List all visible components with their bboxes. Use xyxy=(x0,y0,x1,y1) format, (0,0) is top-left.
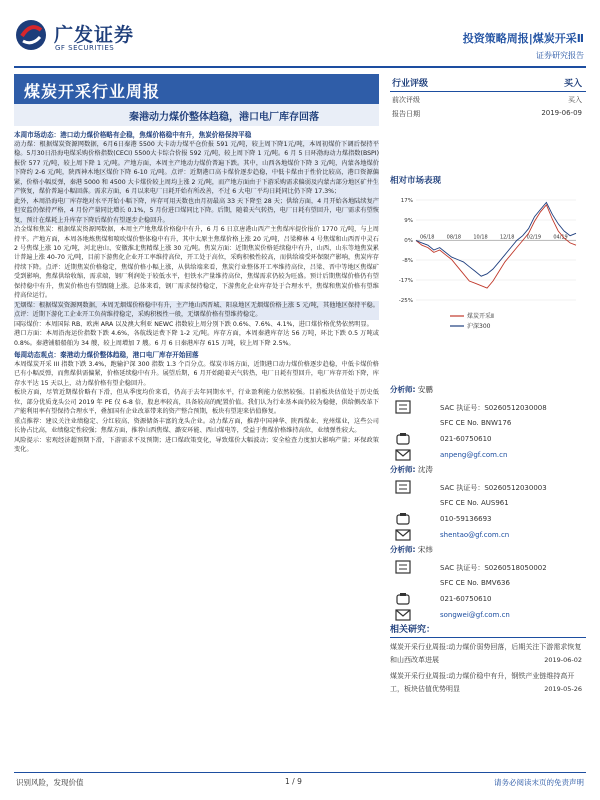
y-tick-label: -25% xyxy=(398,298,413,304)
report-date-value: 2019-06-09 xyxy=(541,109,582,117)
report-date-label: 报告日期 xyxy=(392,110,420,118)
mail-icon xyxy=(394,608,412,622)
paragraph-view-3: 重点推荐：建议关注业绩稳定、分红较高、资源储备丰富的龙头企业。动力煤方面，推荐中国神华、陕西煤业、兖州煤业，这些公司长协占比高，业绩稳定性较强；焦煤方面，推荐山西焦煤、潞安环能、西山煤电等，受益于焦煤价格维持高位，业绩弹性较大。 xyxy=(14,417,379,435)
report-type: 投资策略周报|煤炭开采Ⅱ xyxy=(462,32,584,45)
paragraph-intl: 国际煤价：本周国际 RB、欧洲 ARA 以及澳大利亚 NEWC 指数较上周分别下跌 0.6%、7.6%、4.1%，进口煤价格优势依然明显。 xyxy=(14,320,373,328)
analyst-email[interactable]: anpeng@gf.com.cn xyxy=(440,451,508,459)
analyst-name: 宋炜 xyxy=(417,545,433,554)
relative-performance-chart xyxy=(390,174,586,364)
analyst-name: 沈涛 xyxy=(417,465,433,474)
analyst-name: 安鹏 xyxy=(417,385,433,394)
rating-value: 买入 xyxy=(563,79,582,89)
analyst-sfc: SFC CE No. BMV636 xyxy=(440,579,510,587)
paragraph-coking-coal: 冶金煤和焦炭：根据煤炭资源网数据，本周主产地焦煤价格稳中有升，6 月 6 日京唐港山西产主焦煤库提价报价 1770 元/吨，与上周持平。产地方面，本周各地炼焦煤和喷吹煤价整体稳中有升，其中太原主焦煤价格上涨 20 元/吨，吕梁柳林 4 号焦煤和山西晋中灵石 2 号焦煤上涨 10 元/吨，河北唐山、安徽淮北焦精煤上涨 30 元/吨。焦炭方面：近期焦炭价格延续稳中有升，山西、山东等地焦炭累计普遍上涨 40-70 元/吨，目前下游焦化企业开工率维持高位，开工处于高位，采购积极性较高，而供给端受环保限产影响，焦炭库存持续下降。点评：近期焦炭价格稳定，焦煤价格小幅上涨，从供给端来看，焦炭行业整体开工率维持高位，吕梁、晋中等地区焦煤矿受到影响，焦煤供给收缩，需求端，钢厂利润处于较低水平，但铁水产量维持高位，焦煤需求仍较为旺盛。预计后期焦煤价格仍有望保持稳中有升，焦炭价格也有望跟随上涨。总体来看，钢厂需求保持稳定，下游焦化企业库存处于合理水平，焦煤和焦炭价格有望维持高位运行。 xyxy=(14,226,379,300)
x-tick-label: 06/18 xyxy=(420,234,435,241)
analyst-role: 分析师: xyxy=(390,465,416,474)
x-tick-label: 02/19 xyxy=(526,234,542,241)
gf-logo-icon xyxy=(14,18,48,52)
chart-title: 相对市场表现 xyxy=(390,176,442,186)
report-sub: 证券研究报告 xyxy=(536,51,584,60)
paragraph-thermal-coal-2: 此外，本周沿海电厂库存绝对水平开始小幅下降，库存可用天数也由月初最高 33 天下降至 28 天；供给方面，4 月开始各地陆续复产但安监仍保持严格，4 月份产量同比增长 0.1%，5 月份进口煤同比下降。后期，随着天气转热，电厂日耗有望回升，电厂需求有望恢复，预计在煤耗上升库存下降后煤价有望逐步企稳回升。 xyxy=(14,197,379,224)
logo-cn: 广发证券 xyxy=(54,24,135,46)
analyst-phone: 010-59136693 xyxy=(440,515,492,523)
related-item-text[interactable]: 煤炭开采行业周报:动力煤价稳中有升，钢铁产业链维持高开工，板块估值优势明显 xyxy=(390,672,575,693)
footer-rule xyxy=(14,772,586,773)
legend-label: 煤炭开采Ⅱ xyxy=(467,313,494,320)
analyst-sac: SAC 执证号：S0260518050002 xyxy=(440,564,547,572)
paragraph-risk: 风险提示：宏观经济超预期下滑，下游需求不及预期；进口煤政策变化，导致煤价大幅波动；安全检查力度加大影响产量；环保政策变化。 xyxy=(14,436,379,454)
paragraph-view-2: 板块方面，尽管近期煤价略有下滑，但从季度均价来看，仍高于去年同期水平，行业盈利能力依然较强。目前板块估值处于历史低位，部分优质龙头公司 2019 年 PE 仅 6-8 倍，股息率较高，具备较高的配置价值。我们认为行业基本面仍较为稳健，供给侧改革下产能利用率有望保持合理水平，叠加国有企业改革带来的资产整合预期，板块有望迎来估值修复。 xyxy=(14,389,379,416)
rating-label: 行业评级 xyxy=(392,79,429,89)
related-title: 相关研究： xyxy=(390,622,586,638)
related-research xyxy=(390,622,586,696)
logo-en: GF SECURITIES xyxy=(55,44,115,52)
analyst-phone: 021-60750610 xyxy=(440,435,492,443)
related-item-text[interactable]: 煤炭开采行业周报:动力煤价弱势回落，后期关注下游需求恢复和山西改革进展 xyxy=(390,643,582,664)
paragraph-anthracite: 无烟煤：根据煤炭资源网数据，本周无烟煤价格稳中有升，主产地山西晋城、阳泉地区无烟煤价格上涨 5 元/吨，其他地区保持平稳。点评：近期下游化工企业开工负荷维持稳定，采购积极性一般，无烟煤价格有望维持稳定。 xyxy=(14,301,379,319)
logo xyxy=(14,18,164,58)
analyst-sfc: SFC CE No. BNW176 xyxy=(440,419,512,427)
paragraph-view-1: 本周煤炭开采 III 指数下跌 3.4%，跑输沪深 300 指数 1.3 个百分点。煤炭市场方面，近期港口动力煤价格逐步趋稳，中低卡煤价格已有小幅反弹，而焦煤供需偏紧，价格延续稳中有升。展望后期，6 月开始随着天气转热，电厂日耗有望回升，电厂库存开始下降，库存水平达 15 天以上，动力煤价格有望企稳回升。 xyxy=(14,360,379,387)
page-header xyxy=(0,0,600,70)
prev-rating-label: 前次评级 xyxy=(392,96,420,104)
x-tick-label: 04/19 xyxy=(553,234,568,241)
related-item-date: 2019-05-26 xyxy=(544,685,582,693)
document-icon xyxy=(394,480,412,494)
report-date-row xyxy=(390,106,586,120)
document-icon xyxy=(394,400,412,414)
document-icon xyxy=(394,560,412,574)
footer-slogan: 识别风险，发现价值 xyxy=(16,778,84,787)
y-tick-label: -8% xyxy=(402,258,413,264)
phone-icon xyxy=(394,432,412,446)
analyst-email[interactable]: songwei@gf.com.cn xyxy=(440,611,510,619)
phone-icon xyxy=(394,512,412,526)
main-body xyxy=(14,128,379,768)
report-title: 煤炭开采行业周报 xyxy=(24,82,161,101)
y-tick-label: 0% xyxy=(404,238,413,244)
page-number: 1 / 9 xyxy=(285,777,302,786)
report-subtitle: 秦港动力煤价整体趋稳，港口电厂库存回落 xyxy=(129,112,319,123)
title-band xyxy=(14,74,379,104)
analyst-phone: 021-60750610 xyxy=(440,595,492,603)
series-line xyxy=(416,202,576,276)
analyst-sac: SAC 执证号：S0260512030003 xyxy=(440,484,547,492)
analyst-role: 分析师: xyxy=(390,545,416,554)
related-item[interactable] xyxy=(390,670,586,696)
related-item[interactable] xyxy=(390,641,586,667)
disclaimer-note: 请务必阅读末页的免责声明 xyxy=(494,778,584,787)
x-tick-label: 10/18 xyxy=(473,234,488,241)
y-tick-label: 9% xyxy=(404,218,413,224)
legend-label: 沪深300 xyxy=(467,323,491,330)
mail-icon xyxy=(394,448,412,462)
header-rule xyxy=(14,66,586,68)
mail-icon xyxy=(394,528,412,542)
y-tick-label: 17% xyxy=(400,198,413,204)
analyst-email[interactable]: shentao@gf.com.cn xyxy=(440,531,510,539)
series-line xyxy=(416,205,576,288)
phone-icon xyxy=(394,592,412,606)
sidebar xyxy=(390,74,586,774)
paragraph-ports: 港口方面：本周沿海运价指数下跌 4.6%，各航线运费下降 1-2 元/吨。库存方面，本周秦港库存达 56 万吨，环比下跌 0.5 万吨或 0.8%。秦港铺船船舶为 34 艘，较上周增加 7 艘。6 月 6 日秦港库存 615 万吨，较上周下降 2.5%。 xyxy=(14,330,379,347)
x-tick-label: 08/18 xyxy=(446,234,462,241)
prev-rating-row xyxy=(390,92,586,106)
related-item-date: 2019-06-02 xyxy=(544,656,582,664)
section-market-heading: 本周市场动态：港口动力煤价格略有企稳，焦煤价格稳中有升，焦炭价格保持平稳 xyxy=(14,131,252,139)
section-view-heading: 每周动态观点：秦港动力煤价整体趋稳，港口电厂库存开始回落 xyxy=(14,350,199,359)
prev-rating-value: 买入 xyxy=(568,96,582,104)
paragraph-thermal-coal: 动力煤：根据煤炭资源网数据，6月6日秦港 5500 大卡动力煤平仓价报 591 元/吨，较上周下降1元/吨，本周初煤价下调后保持平稳。5月30日沿海电煤采购价格指数(CECI) 5500大卡综合价报 592 元/吨，较上周下降 1 元/吨。6 月 5 日环渤海动力煤指数(BSPI)报价 577 元/吨，较上周下降 1 元/吨。产地方面，本周主产地动力煤价普遍下跌。其中，山西各地煤价下降 3 元/吨，内蒙各地煤价下降约 2-6 元/吨，陕西神木地区煤价下降 6-10 元/吨。点评：近期港口高卡煤价逐步趋稳，中低卡煤由于性价比较高，港口资源偏紧，价格小幅反弹，秦港 5000 和 4500 大卡煤价较上周均上涨 2 元/吨，而产地方面由于下游采购需求偏弱及内蒙古部分地区矿井生产恢复，煤价普遍小幅回落。需求方面，6 月以来电厂日耗开始有所改善，不过 6 大电厂平均日耗同比仍下降 17.3%； xyxy=(14,141,379,196)
analyst-role: 分析师: xyxy=(390,385,416,394)
subtitle-band xyxy=(14,104,379,126)
rating-header xyxy=(390,74,586,92)
analyst-sac: SAC 执证号：S0260512030008 xyxy=(440,404,547,412)
chart-svg xyxy=(390,192,586,362)
y-tick-label: -17% xyxy=(398,278,413,284)
x-tick-label: 12/18 xyxy=(500,234,515,241)
analyst-sfc: SFC CE No. AUS961 xyxy=(440,499,509,507)
